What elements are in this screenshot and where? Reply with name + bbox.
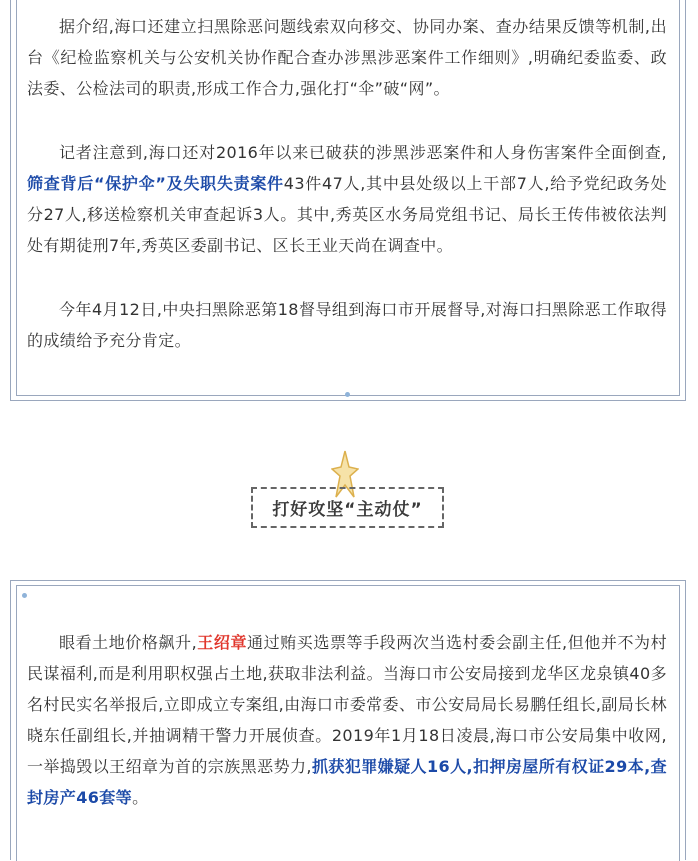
paragraph-case-text-d: 。 — [132, 788, 149, 807]
paragraph-investigation — [27, 137, 667, 261]
highlight-protective-umbrella: 筛查背后“保护伞”及失职失责案件 — [27, 174, 284, 193]
paragraph-mechanism: 据介绍,海口还建立扫黑除恶问题线索双向移交、协同办案、查办结果反馈等机制,出台《纪检监察机关与公安机关协作配合查办涉黑涉恶案件工作细则》,明确纪委监委、政法委、公检法司的职责,形成工作合力,强化打“伞”破“网”。 — [27, 17, 667, 98]
highlight-suspect-name: 王绍章 — [197, 633, 248, 652]
paragraph-investigation-text-a: 记者注意到,海口还对2016年以来已破获的涉黑涉恶案件和人身伤害案件全面倒查, — [59, 143, 667, 162]
paragraph-case — [27, 627, 667, 813]
highlight-arrest-results: 抓获犯罪嫌疑人16人,扣押房屋所有权证29本,查封房产46套等 — [27, 757, 667, 807]
paragraph-investigation-text-c: 43件47人,其中县处级以上干部7人,给予党纪政务处分27人,移送检察机关审查起诉3人。其中,秀英区水务局党组书记、局长王传伟被依法判处有期徒刑7年,秀英区委副书记、区长王业天尚在调查中。 — [27, 174, 667, 255]
paragraph-inspection: 今年4月12日,中央扫黑除恶第18督导组到海口市开展督导,对海口扫黑除恶工作取得的成绩给予充分肯定。 — [27, 300, 667, 350]
frame-dot — [22, 593, 27, 598]
paragraph-case-text-b: 通过贿买选票等手段两次当选村委会副主任,但他并不为村民谋福利,而是利用职权强占土地,获取非法利益。当海口市公安局接到龙华区龙泉镇40多名村民实名举报后,立即成立专案组,由海口市委常委、市公安局局长易鹏任组长,副局长林晓东任副组长,并抽调精干警力开展侦查。2019年1月18日凌晨,海口市公安局集中收网,一举捣毁以王绍章为首的宗族黑恶势力, — [27, 633, 667, 776]
paragraph-case-text-a: 眼看土地价格飙升, — [59, 633, 198, 652]
section-heading: 打好攻坚“主动仗” — [251, 487, 444, 528]
frame-dot — [345, 392, 350, 397]
